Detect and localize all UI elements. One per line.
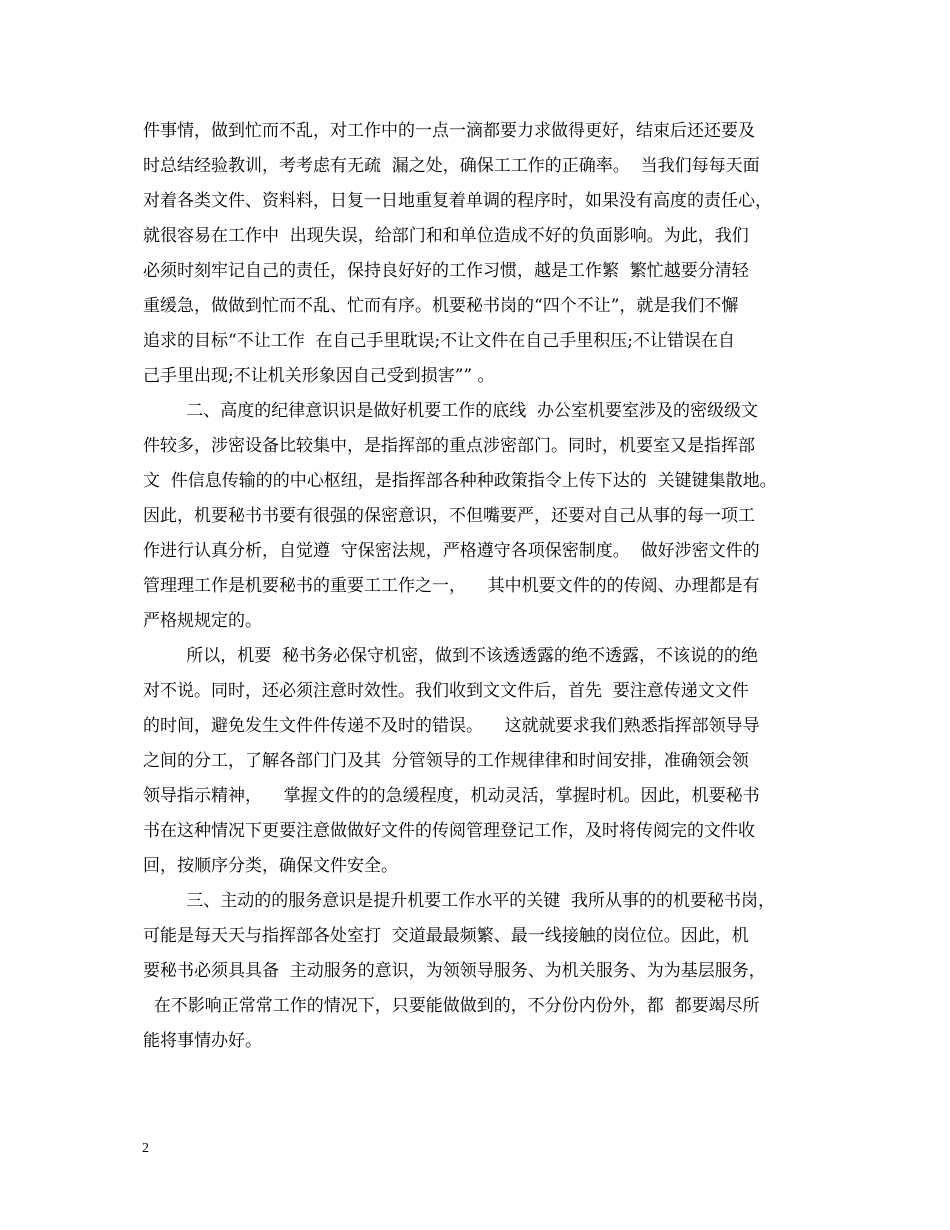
text-line: 二、高度的纪律意识识是做好机要工作的底线 办公室机要室涉及的密级级文 [143,401,759,421]
text-line: 在不影响正常常工作的情况下，只要能做做到的，不分份内份外，都 都要竭尽所 [143,996,760,1016]
text-line: 管理理工作是机要秘书的重要工工作之一， 其中机要文件的的传阅、办理都是有 [143,576,760,596]
body-text [143,114,843,1059]
page-number: 2 [142,1141,149,1156]
text-line: 领导指示精神， 掌握文件的的急缓程度，机动灵活，掌握时机。因此，机要秘书 [143,786,760,806]
text-line: 的时间，避免发生文件件传递不及时的错误。 这就就要求我们熟悉指挥部领导导 [143,716,760,736]
text-line: 就很容易在工作中 出现失误，给部门和和单位造成不好的负面影响。为此，我们 [143,226,749,246]
text-line: 回，按顺序分类，确保文件安全。 [143,856,398,876]
text-line: 重缓急，做做到忙而不乱、忙而有序。机要秘书岗的“四个不让”，就是我们不懈 [143,296,739,316]
text-line: 对不说。同时，还必须注意时效性。我们收到文文件后，首先 要注意传递文文件 [143,681,749,701]
text-line: 可能是每天天与指挥部各处室打 交道最最频繁、最一线接触的岗位位。因此，机 [143,926,749,946]
text-line: 严格规规定的。 [143,611,262,631]
text-line: 对着各类文件、资料料，日复一日地重复着单调的程序时，如果没有高度的责任心， [143,191,772,211]
text-line: 作进行认真分析，自觉遵 守保密法规，严格遵守各项保密制度。 做好涉密文件的 [143,541,760,561]
text-line: 书在这种情况下更要注意做做好文件的传阅管理登记工作，及时将传阅完的文件收 [143,821,755,841]
text-line: 之间的分工，了解各部门门及其 分管领导的工作规律律和时间安排，准确领会领 [143,751,749,771]
text-line: 追求的目标“不让工作 在自己手里耽误;不让文件在自己手里积压;不让错误在自 [143,331,735,351]
text-line: 因此，机要秘书书要有很强的保密意识，不但嘴要严，还要对自己从事的每一项工 [143,506,755,526]
text-line: 件较多，涉密设备比较集中，是指挥部的重点涉密部门。同时，机要室又是指挥部 [143,436,755,456]
text-line: 要秘书必须具具备 主动服务的意识，为领领导服务、为机关服务、为为基层服务， [143,961,766,981]
text-line: 件事情，做到忙而不乱，对工作中的一点一滴都要力求做得更好，结束后还还要及 [143,121,755,141]
text-line: 时总结经验教训，考考虑有无疏 漏之处，确保工工作的正确率。 当我们每每天面 [143,156,760,176]
text-line: 必须时刻牢记自己的责任，保持良好好的工作习惯，越是工作繁 繁忙越要分清轻 [143,261,749,281]
text-line: 三、主动的的服务意识是提升机要工作水平的关键 我所从事的的机要秘书岗， [143,891,776,911]
text-line: 能将事情办好。 [143,1031,262,1051]
text-line: 己手里出现;不让机关形象因自己受到损害”” 。 [143,366,495,386]
text-line: 所以，机要 秘书务必保守机密，做到不该透透露的绝不透露，不该说的的绝 [143,646,759,666]
text-line: 文 件信息传输的的中心枢纽，是指挥部各种种政策指令上传下达的 关键键集散地。 [143,471,777,491]
